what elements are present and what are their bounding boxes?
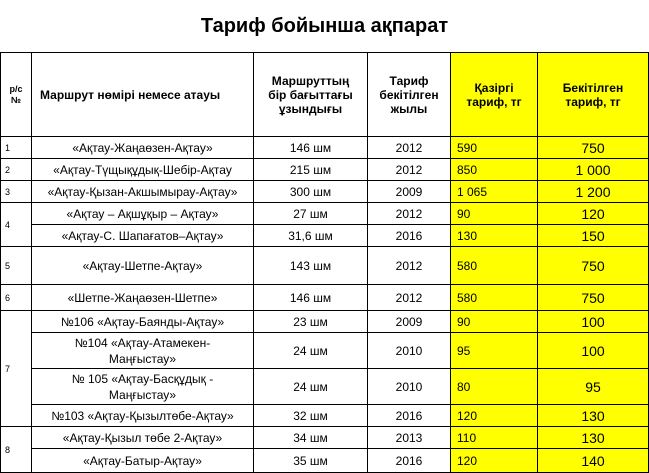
approved-tariff: 100 xyxy=(538,333,649,369)
approved-tariff: 150 xyxy=(538,225,649,247)
route-length: 146 шм xyxy=(254,285,368,311)
row-number: 4 xyxy=(1,203,32,247)
tariff-year: 2013 xyxy=(368,427,451,449)
current-tariff: 120 xyxy=(451,449,538,473)
current-tariff: 80 xyxy=(451,369,538,405)
approved-tariff: 95 xyxy=(538,369,649,405)
tariff-year: 2012 xyxy=(368,203,451,225)
route-name: «Шетпе-Жаңаөзен-Шетпе» xyxy=(32,285,254,311)
tariff-year: 2012 xyxy=(368,137,451,159)
row-number: 8 xyxy=(1,427,32,473)
header-row xyxy=(1,53,649,137)
row-number: 3 xyxy=(1,181,32,203)
tariff-year: 2016 xyxy=(368,405,451,427)
route-name: «Ақтау – Ақшұқыр – Ақтау» xyxy=(32,203,254,225)
route-name: №106 «Ақтау-Баянды-Ақтау» xyxy=(32,311,254,333)
table-row xyxy=(1,369,649,405)
route-name: № 105 «Ақтау-Басқұдық - Маңғыстау» xyxy=(32,369,254,405)
route-name: «Ақтау-С. Шапағатов–Ақтау» xyxy=(32,225,254,247)
table-row xyxy=(1,181,649,203)
current-tariff: 90 xyxy=(451,311,538,333)
route-name: «Ақтау-Қызан-Акшымырау-Ақтау» xyxy=(32,181,254,203)
tariff-year: 2012 xyxy=(368,247,451,285)
route-length: 35 шм xyxy=(254,449,368,473)
row-number: 1 xyxy=(1,137,32,159)
page-title: Тариф бойынша ақпарат xyxy=(200,15,449,37)
table-row xyxy=(1,159,649,181)
table-row xyxy=(1,405,649,427)
approved-tariff: 1 000 xyxy=(538,159,649,181)
approved-tariff: 140 xyxy=(538,449,649,473)
current-tariff: 1 065 xyxy=(451,181,538,203)
current-tariff: 120 xyxy=(451,405,538,427)
tariff-year: 2016 xyxy=(368,449,451,473)
table-row xyxy=(1,333,649,369)
table-row xyxy=(1,247,649,285)
approved-tariff: 750 xyxy=(538,247,649,285)
route-name: «Ақтау-Шетпе-Ақтау» xyxy=(32,247,254,285)
table-row xyxy=(1,225,649,247)
route-name: №104 «Ақтау-Атамекен- Маңғыстау» xyxy=(32,333,254,369)
table-row xyxy=(1,137,649,159)
approved-tariff: 750 xyxy=(538,137,649,159)
route-length: 143 шм xyxy=(254,247,368,285)
row-number: 7 xyxy=(1,311,32,427)
tariff-year: 2012 xyxy=(368,285,451,311)
tariff-table xyxy=(0,52,649,473)
header-length: Маршруттың бір бағыттағы ұзындығы xyxy=(254,53,368,137)
route-name: «Ақтау-Түщықұдық-Шебір-Ақтау xyxy=(32,159,254,181)
approved-tariff: 1 200 xyxy=(538,181,649,203)
tariff-year: 2012 xyxy=(368,159,451,181)
approved-tariff: 130 xyxy=(538,427,649,449)
route-length: 27 шм xyxy=(254,203,368,225)
table-row xyxy=(1,311,649,333)
route-name: №103 «Ақтау-Қызылтөбе-Ақтау» xyxy=(32,405,254,427)
current-tariff: 850 xyxy=(451,159,538,181)
route-length: 146 шм xyxy=(254,137,368,159)
tariff-year: 2009 xyxy=(368,181,451,203)
tariff-year: 2010 xyxy=(368,369,451,405)
approved-tariff: 100 xyxy=(538,311,649,333)
approved-tariff: 130 xyxy=(538,405,649,427)
current-tariff: 580 xyxy=(451,285,538,311)
route-length: 24 шм xyxy=(254,369,368,405)
tariff-year: 2016 xyxy=(368,225,451,247)
current-tariff: 130 xyxy=(451,225,538,247)
current-tariff: 590 xyxy=(451,137,538,159)
header-current-tariff: Қазіргі тариф, тг xyxy=(451,53,538,137)
route-length: 24 шм xyxy=(254,333,368,369)
header-number: р/с № xyxy=(1,53,32,137)
route-name: «Ақтау-Батыр-Ақтау» xyxy=(32,449,254,473)
current-tariff: 580 xyxy=(451,247,538,285)
current-tariff: 95 xyxy=(451,333,538,369)
current-tariff: 110 xyxy=(451,427,538,449)
route-length: 215 шм xyxy=(254,159,368,181)
route-name: «Ақтау-Қызыл төбе 2-Ақтау» xyxy=(32,427,254,449)
row-number: 5 xyxy=(1,247,32,285)
tariff-year: 2010 xyxy=(368,333,451,369)
header-approved-tariff: Бекітілген тариф, тг xyxy=(538,53,649,137)
route-name: «Ақтау-Жаңаөзен-Ақтау» xyxy=(32,137,254,159)
table-row xyxy=(1,427,649,449)
current-tariff: 90 xyxy=(451,203,538,225)
tariff-year: 2009 xyxy=(368,311,451,333)
route-length: 31,6 шм xyxy=(254,225,368,247)
row-number: 2 xyxy=(1,159,32,181)
route-length: 32 шм xyxy=(254,405,368,427)
route-length: 300 шм xyxy=(254,181,368,203)
route-length: 23 шм xyxy=(254,311,368,333)
approved-tariff: 120 xyxy=(538,203,649,225)
table-row xyxy=(1,285,649,311)
row-number: 6 xyxy=(1,285,32,311)
table-row xyxy=(1,449,649,473)
table-row xyxy=(1,203,649,225)
route-length: 34 шм xyxy=(254,427,368,449)
header-route-name: Маршрут нөмірі немесе атауы xyxy=(32,53,254,137)
header-year: Тариф бекітілген жылы xyxy=(368,53,451,137)
approved-tariff: 750 xyxy=(538,285,649,311)
